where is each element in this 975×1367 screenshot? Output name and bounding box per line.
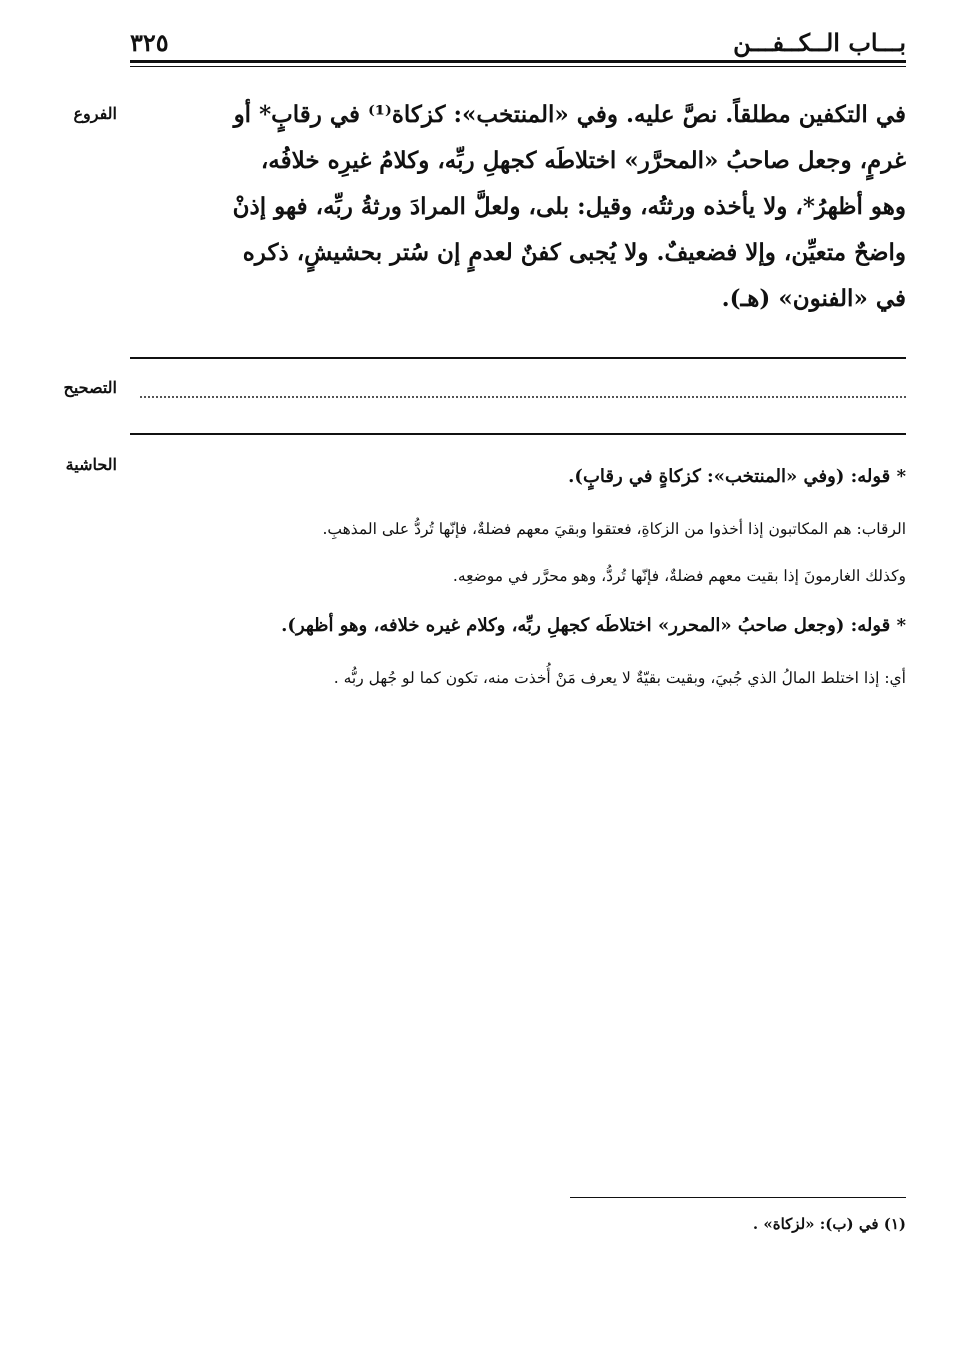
hashiya-commentary-line: أي: إذا اختلط المالُ الذي جُبيَ، وبقيت بقيّةٌ لا يعرف مَنْ أُخذت منه، تكون كما لو جُهل ربُّه . bbox=[333, 669, 906, 687]
main-text-block bbox=[130, 92, 906, 322]
main-text-line: وهو أظهرُ*، ولا يأخذه ورثتُه، وقيل: بلى، ولعلَّ المرادَ ورثةُ ربِّه، فهو إذنْ bbox=[232, 193, 906, 220]
main-text-line: في التكفين مطلقاً. نصَّ عليه. وفي «المنتخب»: كزكاة⁽¹⁾ في رقابٍ* أو bbox=[233, 101, 906, 128]
quote-text: قوله: (وفي «المنتخب»: كزكاةٍ في رقابٍ). bbox=[568, 466, 891, 487]
side-label-hashiya: الحاشية bbox=[65, 455, 117, 474]
page-number: ٣٢٥ bbox=[130, 28, 169, 57]
hashiya-commentary-line: الرقاب: هم المكاتبون إذا أخذوا من الزكاةِ، فعتقوا وبقيَ معهم فضلةٌ، فإنّها تُردُّ على المذهبِ. bbox=[322, 520, 906, 538]
hashiya-quote bbox=[130, 611, 906, 641]
running-head bbox=[130, 24, 906, 64]
footnote: (١) في (ب): «لزكاة» . bbox=[752, 1215, 906, 1233]
tashih-dotted-line bbox=[140, 396, 906, 398]
chapter-title: بـــاب الــكــفـــن bbox=[733, 28, 906, 57]
header-rule-thin bbox=[130, 66, 906, 67]
section-divider-top bbox=[130, 357, 906, 359]
footnote-rule bbox=[570, 1197, 906, 1198]
main-text-line: في «الفنون» (هـ). bbox=[721, 285, 906, 312]
quote-text: قوله: (وجعل صاحبُ «المحرر» اختلاطَه كجهلِ ربِّه، وكلام غيره خلافه، وهو أظهر). bbox=[281, 615, 891, 636]
hashiya-commentary-line: وكذلك الغارمونَ إذا بقيت معهم فضلةٌ، فإنّها تُردُّ، وهو محرَّر في موضعِه. bbox=[452, 567, 906, 585]
main-text-line: واضحٌ متعيِّن، وإلا فضعيفٌ. ولا يُجبى كفنٌ لعدمٍ إن سُتر بحشيشٍ، ذكره bbox=[242, 239, 906, 266]
hashiya-quote bbox=[130, 462, 906, 492]
side-label-furu: الفروع bbox=[73, 104, 117, 123]
star-marker: * bbox=[896, 615, 906, 636]
header-rule-thick bbox=[130, 60, 906, 63]
star-marker: * bbox=[896, 466, 906, 487]
section-divider-bottom bbox=[130, 433, 906, 435]
main-text-line: غرمٍ، وجعل صاحبُ «المحرَّر» اختلاطَه كجهلِ ربِّه، وكلامُ غيرِه خلافُه، bbox=[260, 147, 906, 174]
side-label-tashih: التصحيح bbox=[63, 378, 117, 397]
